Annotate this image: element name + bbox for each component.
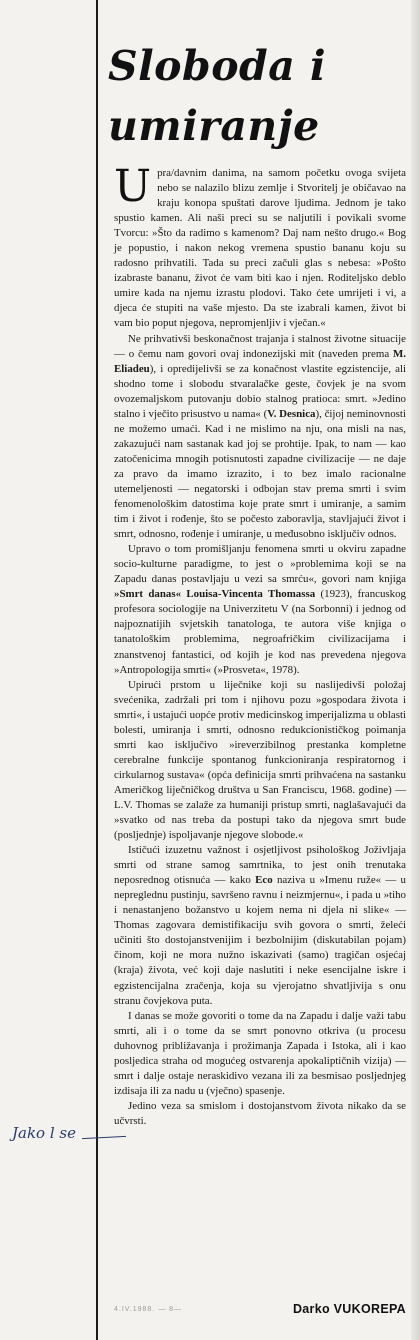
paragraph-text: naziva u »Imenu ruže« — u nepreglednu pustinju, savršeno ravnu i neizmjernu«, i pada u »tiho i nenastanjeno božanstvo u kojem nema ni djela ni slike« — Thomas zagovara demistifikaciju svih govora o smrti, želeći učiniti što dostojanstvenijim i bezbolnijim (diskutabilan pojam) činom, koji ne mora nužno iskazivati (samo) tragičan osjećaj (kraja) života, već koji daje naslutiti i neke esencijalne iskre i egzistencijalna zračenja, koja su vjerojatno shvatljivija s onu stranu čovjekova puta. xyxy=(114,874,406,1007)
paragraph-7: Jedino veza sa smislom i dostojanstvom života nikako da se učvrsti. xyxy=(114,1099,406,1127)
paragraph-3 xyxy=(114,542,406,677)
paragraph-text: ), i opredijelivši se za konačnost vlastite egzistencije, ali shodno tome i slobodu stvaralačke geste, čovjek je na svom ovozemaljskom putovanju dobio stalnog pratioca: smrt. »Jedino stalno i vječito prisustvo u nama« ( xyxy=(114,362,406,420)
article-title: Sloboda i umiranje xyxy=(108,42,327,150)
bold-reference: M. Eliadeu xyxy=(114,347,406,375)
date-stamp: 4.IV.1988. — 8— xyxy=(114,1306,183,1313)
paragraph-4: Upirući prstom u liječnike koji su naslijedivši položaj svećenika, zadržali pri tom i njihovu pozu »gospodara života i smrti«, i ustajući uopće protiv medicinskog imperijalizma u oblasti bolesti, umiranja i smrti, odnosno redukcionističkog poimanja smrti kao isključivo »ireverzibilnog prestanka kompletne cerebralne funkcije spontanog funkcioniranja respiratornog i cirkularnog sustava« (opća definicija smrti prihvaćena na sastanku Američkog liječničkog društva u San Franciscu, 1968. godine) — L.V. Thomas se zalaže za humaniji pristup smrti, naglašavajući da »svatko od nas treba da postupi tako da njegova smrt bude (posljednje) ispoljavanje njegove slobode.« xyxy=(114,678,406,842)
bold-reference: V. Desnica xyxy=(267,407,316,420)
paragraph-text: Upravo o tom promišljanju fenomena smrti u okviru zapadne socio-kulturne paradigme, to jest o »problemima koji se na Zapadu danas postavljaju u vezi sa smrću«, govori nam knjiga xyxy=(114,543,406,586)
handwritten-margin-note: Jako l se xyxy=(12,1124,76,1142)
drop-cap: U xyxy=(114,161,152,212)
paragraph-text: ), čijoj neminovnosti ne možemo umaći. Kad i ne mislimo na nju, ona misli na nas, zakazujući nam sastanak kad joj se prohtije. Ipak, to nam — kao zatočenicima mnogih potisnutosti zapadne civilizacije — ne daje za pravo da imamo izrazito, i to bez imalo racionalne utemeljenosti — negatorski i odbojan stav prema smrti i svim fenomenološkim datostima koje prate smrt i umiranje, a samim tim i život i rođenje, što se počesto zaboravlja, stavljajući život i smrt, odnosno, rođenje i umiranje, u međusobno isključiv odnos. xyxy=(114,407,406,541)
paragraph-text: (1923), francuskog profesora sociologije na Univerzitetu V (na Sorbonni) i jednog od najpoznatijih svjetskih tanatologa, te autora više knjiga o tanatološkim problemima, negroafričkim civilizacijama i znanstvenoj fantastici, od kojih je kod nas prevedena njegova »Antropologija smrti« (»Prosveta«, 1978). xyxy=(114,588,407,676)
article-body xyxy=(114,161,407,1129)
paragraph-6: I danas se može govoriti o tome da na Zapadu i dalje važi tabu smrti, ali i o tome da se smrt ponovno otkriva (u procesu duhovnog približavanja i prožimanja Zapada i Istoka, ali i kao posljedica straha od mogućeg ostvarenja apokaliptičnih vizija) — smrt i dalje ostaje neraskidivo vezana ili za besmisao posljednjeg izdisaja ili za nadu u (vječno) spasenje. xyxy=(114,1009,406,1097)
paragraph-text: Ističući izuzetnu važnost i osjetljivost psihološkog Joživljaja smrti od strane samog samrtnika, to jest onih trenutaka neposrednog otisnuća — kako xyxy=(114,844,406,887)
book-title: »Smrt danas« Louisa-Vincenta Thomassa xyxy=(114,588,316,601)
byline-row xyxy=(114,1302,406,1322)
author-name: Darko VUKOREPA xyxy=(292,1302,406,1316)
paragraph-2 xyxy=(114,332,406,543)
paragraph-text: pra/davnim danima, na samom početku ovoga svijeta nebo se nalazilo blizu zemlje i Stvoritelj je običavao na kraju konopa spuštati darove ljudima. Jednom je tako spustio kamen. Ali naši preci su se naljutili i povikali svome Tvorcu: »Što da radimo s kamenom? Daj nam nešto drugo.« Bog je popustio, i nakon nekog vremena spustio bananu koju su radosno prihvatili. Tada su preci začuli glas s nebesa: »Pošto izabraste bananu, život će vam biti kao i njen. Roditeljsko deblo umire kada na njemu izrastu plodovi. Tako ćete umrijeti i vi, a djeca će stupiti na vaše mjesto. Da ste izabrali kamen, život bi vam bio poput njegova, nepromjenljiv i vječan.« xyxy=(114,167,406,330)
paragraph-1 xyxy=(114,161,406,332)
column-rule xyxy=(96,0,98,1340)
paper-edge xyxy=(411,0,419,1340)
paragraph-text: Ne prihvativši beskonačnost trajanja i stalnost životne situacije — o čemu nam govori ovaj indonezijski mit (naveden prema xyxy=(114,332,406,360)
paragraph-5 xyxy=(114,843,406,1009)
bold-reference: Eco xyxy=(255,874,273,887)
